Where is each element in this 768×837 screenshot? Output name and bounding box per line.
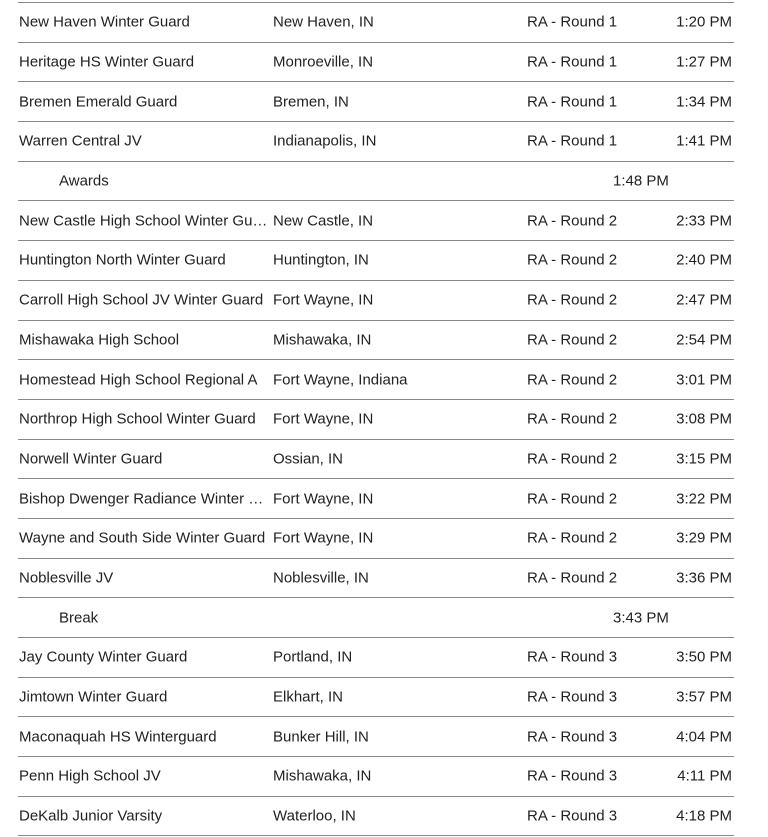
performance-time: 2:40 PM (676, 251, 732, 269)
schedule-row (18, 201, 734, 241)
schedule-row (18, 559, 734, 599)
guard-location: Fort Wayne, IN (273, 529, 374, 547)
guard-location: Portland, IN (273, 648, 353, 666)
schedule-row (18, 241, 734, 281)
guard-location: Fort Wayne, IN (273, 490, 374, 508)
round-label: RA - Round 2 (527, 450, 618, 468)
break-label: Awards (59, 172, 109, 190)
performance-time: 4:11 PM (677, 767, 732, 785)
guard-name: Mishawaka High School (19, 331, 180, 349)
performance-time: 3:15 PM (676, 450, 732, 468)
guard-location: Bremen, IN (273, 93, 349, 111)
schedule-row (18, 797, 734, 837)
round-label: RA - Round 3 (527, 648, 618, 666)
performance-schedule-table (18, 2, 734, 836)
guard-location: Mishawaka, IN (273, 767, 372, 785)
performance-time: 3:08 PM (676, 410, 732, 428)
schedule-row (18, 82, 734, 122)
schedule-row (18, 440, 734, 480)
round-label: RA - Round 2 (527, 212, 618, 230)
schedule-row (18, 3, 734, 43)
schedule-break-row (18, 162, 734, 202)
schedule-row (18, 479, 734, 519)
guard-name: Penn High School JV (19, 767, 161, 785)
round-label: RA - Round 1 (527, 93, 618, 111)
performance-time: 2:54 PM (676, 331, 732, 349)
schedule-break-row (18, 598, 734, 638)
guard-location: New Haven, IN (273, 13, 374, 31)
schedule-row (18, 717, 734, 757)
performance-time: 2:47 PM (676, 291, 732, 309)
guard-name: Homestead High School Regional A (19, 371, 258, 389)
round-label: RA - Round 1 (527, 13, 618, 31)
performance-time: 1:27 PM (676, 53, 732, 71)
guard-name: Bremen Emerald Guard (19, 93, 178, 111)
performance-time: 1:20 PM (676, 13, 732, 31)
performance-time: 4:18 PM (676, 807, 732, 825)
guard-location: Fort Wayne, IN (273, 410, 374, 428)
round-label: RA - Round 1 (527, 132, 618, 150)
performance-time: 3:22 PM (676, 490, 732, 508)
break-time: 1:48 PM (613, 172, 669, 190)
round-label: RA - Round 3 (527, 767, 618, 785)
round-label: RA - Round 2 (527, 291, 618, 309)
schedule-row (18, 43, 734, 83)
guard-location: Mishawaka, IN (273, 331, 372, 349)
guard-name: Heritage HS Winter Guard (19, 53, 195, 71)
performance-time: 1:41 PM (676, 132, 732, 150)
guard-name: New Haven Winter Guard (19, 13, 190, 31)
guard-location: Indianapolis, IN (273, 132, 377, 150)
schedule-row (18, 757, 734, 797)
guard-name: Northrop High School Winter Guard (19, 410, 256, 428)
round-label: RA - Round 2 (527, 371, 618, 389)
performance-time: 2:33 PM (676, 212, 732, 230)
round-label: RA - Round 2 (527, 529, 618, 547)
schedule-row (18, 400, 734, 440)
round-label: RA - Round 3 (527, 807, 618, 825)
guard-name: Huntington North Winter Guard (19, 251, 226, 269)
guard-name: Norwell Winter Guard (19, 450, 163, 468)
guard-location: Huntington, IN (273, 251, 369, 269)
guard-name: Maconaquah HS Winterguard (19, 728, 217, 746)
guard-location: Fort Wayne, IN (273, 291, 374, 309)
guard-name: Warren Central JV (19, 132, 142, 150)
guard-location: Fort Wayne, Indiana (273, 371, 408, 389)
performance-time: 3:50 PM (676, 648, 732, 666)
schedule-row (18, 519, 734, 559)
guard-name: Jimtown Winter Guard (19, 688, 168, 706)
guard-location: Waterloo, IN (273, 807, 356, 825)
guard-name: Jay County Winter Guard (19, 648, 188, 666)
guard-location: Monroeville, IN (273, 53, 374, 71)
schedule-row (18, 678, 734, 718)
schedule-row (18, 360, 734, 400)
guard-name: Carroll High School JV Winter Guard (19, 291, 264, 309)
round-label: RA - Round 3 (527, 688, 618, 706)
round-label: RA - Round 2 (527, 569, 618, 587)
guard-location: Bunker Hill, IN (273, 728, 369, 746)
guard-name: Bishop Dwenger Radiance Winter … (19, 490, 264, 508)
round-label: RA - Round 2 (527, 410, 618, 428)
guard-location: Noblesville, IN (273, 569, 369, 587)
round-label: RA - Round 1 (527, 53, 618, 71)
break-time: 3:43 PM (613, 609, 669, 627)
guard-name: Wayne and South Side Winter Guard (19, 529, 266, 547)
performance-time: 1:34 PM (676, 93, 732, 111)
guard-location: Ossian, IN (273, 450, 344, 468)
schedule-row (18, 281, 734, 321)
guard-name: DeKalb Junior Varsity (19, 807, 163, 825)
performance-time: 3:57 PM (676, 688, 732, 706)
guard-location: Elkhart, IN (273, 688, 344, 706)
performance-time: 3:29 PM (676, 529, 732, 547)
performance-time: 3:01 PM (676, 371, 732, 389)
round-label: RA - Round 2 (527, 490, 618, 508)
round-label: RA - Round 2 (527, 331, 618, 349)
schedule-row (18, 638, 734, 678)
guard-location: New Castle, IN (273, 212, 374, 230)
round-label: RA - Round 2 (527, 251, 618, 269)
schedule-row (18, 321, 734, 361)
performance-time: 4:04 PM (676, 728, 732, 746)
guard-name: New Castle High School Winter Gu… (19, 212, 268, 230)
break-label: Break (59, 609, 99, 627)
guard-name: Noblesville JV (19, 569, 114, 587)
performance-time: 3:36 PM (676, 569, 732, 587)
schedule-row (18, 122, 734, 162)
round-label: RA - Round 3 (527, 728, 618, 746)
